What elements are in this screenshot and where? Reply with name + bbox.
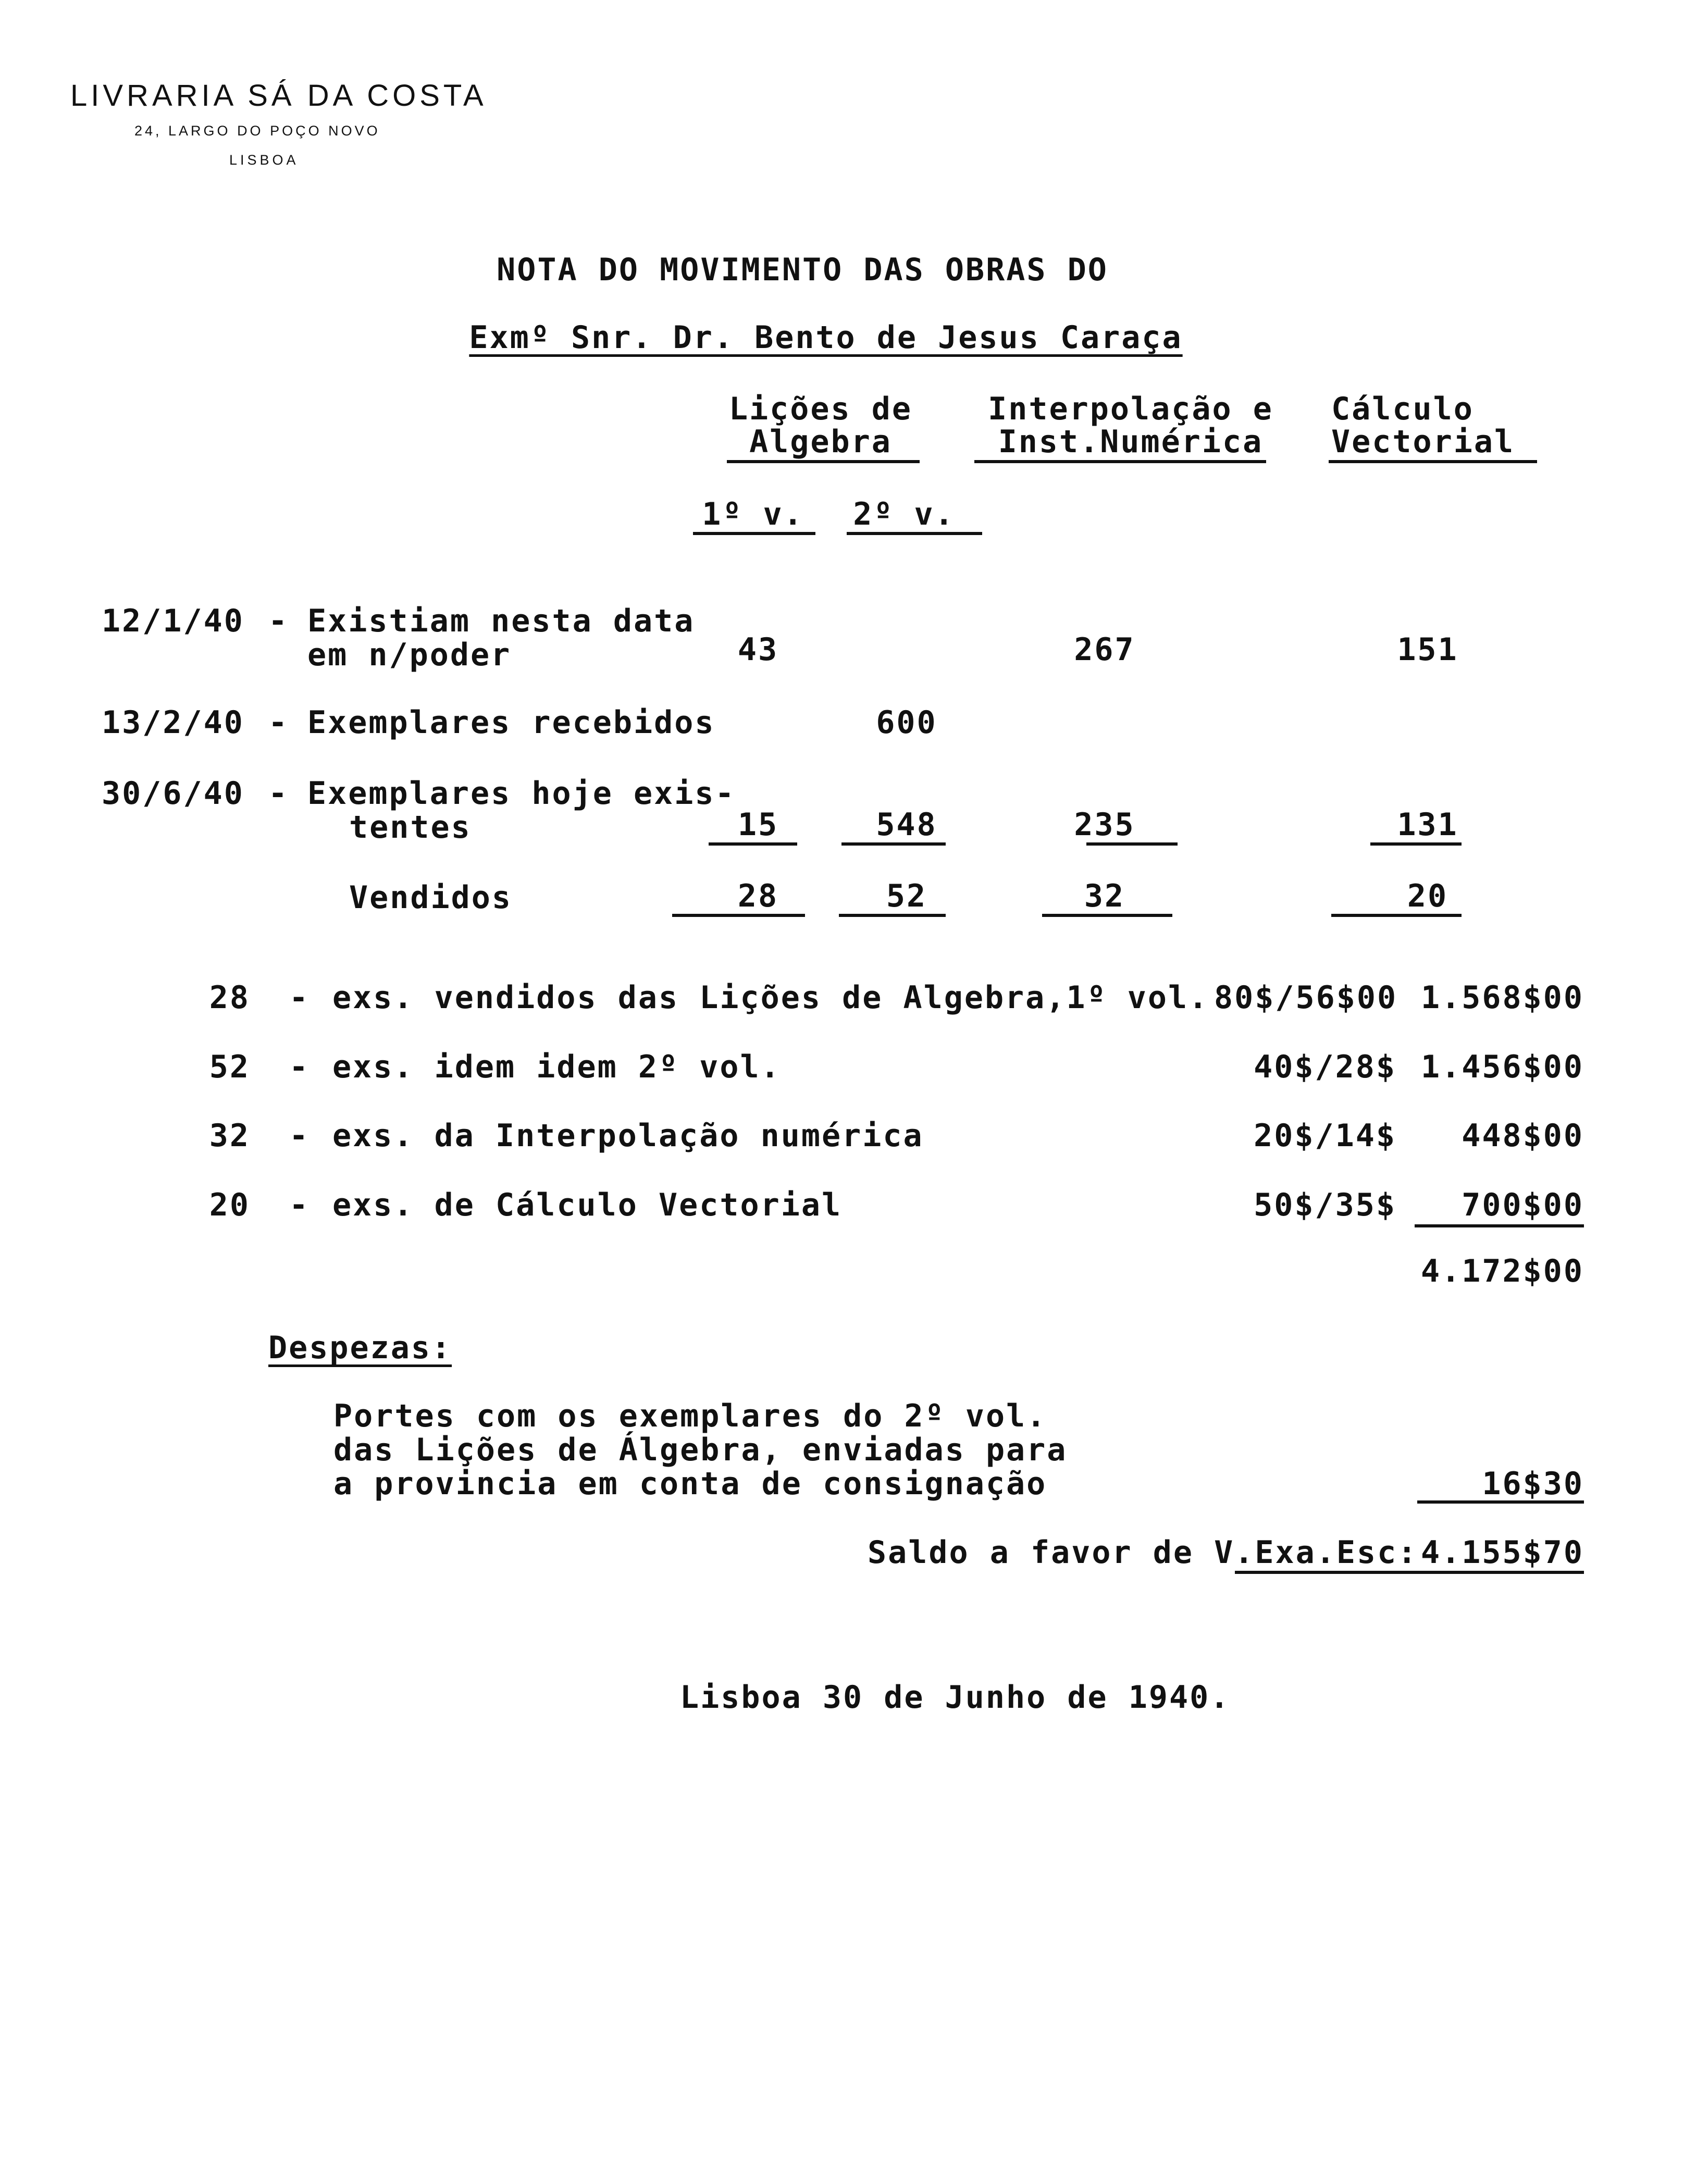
movement-dash: - <box>268 775 289 812</box>
expense-amount: 16$30 <box>1482 1466 1584 1502</box>
addressee: Exmº Snr. Dr. Bento de Jesus Caraça <box>469 319 1183 356</box>
letterhead-city: LISBOA <box>229 152 299 168</box>
sale-amount: 1.456$00 <box>1421 1049 1584 1085</box>
sale-qty: 32 <box>209 1118 250 1154</box>
sale-qty: 52 <box>209 1049 250 1085</box>
closing-date: Lisboa 30 de Junho de 1940. <box>680 1679 1231 1716</box>
sale-dash: - <box>289 979 310 1016</box>
movement-interp-value: 235 <box>1074 806 1135 843</box>
sale-amount: 448$00 <box>1462 1118 1584 1154</box>
movement-desc-line2: em n/poder <box>307 637 512 673</box>
sales-subtotal: 4.172$00 <box>1421 1253 1584 1289</box>
movement-date: 30/6/40 <box>102 775 244 812</box>
sold-calc-value: 20 <box>1407 878 1448 914</box>
movement-dash: - <box>268 603 289 639</box>
sale-desc: exs. idem idem 2º vol. <box>332 1049 781 1085</box>
sale-desc: exs. de Cálculo Vectorial <box>332 1187 843 1223</box>
movement-date: 13/2/40 <box>102 704 244 741</box>
movement-interp-value: 267 <box>1074 631 1135 668</box>
movement-calc-value: 131 <box>1397 806 1458 843</box>
document-title: NOTA DO MOVIMENTO DAS OBRAS DO <box>497 252 1108 288</box>
header-vol1-rule <box>693 532 815 535</box>
sold-vol1-rule <box>672 914 805 917</box>
header-licoes-rule <box>727 460 920 463</box>
interp-total-rule <box>1086 842 1178 846</box>
header-interp-line2: Inst.Numérica <box>998 424 1264 460</box>
vol1-total-rule <box>709 842 797 846</box>
sale-dash: - <box>289 1118 310 1154</box>
sales-total-rule <box>1415 1224 1584 1227</box>
header-calc-line1: Cálculo <box>1331 391 1474 427</box>
movement-desc-line1: Existiam nesta data <box>307 603 695 639</box>
sale-dash: - <box>289 1049 310 1085</box>
sold-calc-rule <box>1331 914 1462 917</box>
letterhead-address: 24, LARGO DO POÇO NOVO <box>134 123 380 139</box>
header-vol1: 1º v. <box>702 496 804 532</box>
balance-amount: 4.155$70 <box>1421 1534 1584 1571</box>
sale-price: 80$/56$00 <box>1214 979 1398 1016</box>
header-licoes-line1: Lições de <box>728 391 913 427</box>
expense-line: Portes com os exemplares do 2º vol. <box>333 1398 1047 1434</box>
calc-total-rule <box>1370 842 1462 846</box>
movement-vol2-value: 548 <box>876 806 937 843</box>
header-interp-line1: Interpolação e <box>988 391 1273 427</box>
sale-price: 20$/14$ <box>1254 1118 1396 1154</box>
movement-vol1-value: 43 <box>737 631 779 668</box>
sale-price: 40$/28$ <box>1254 1049 1396 1085</box>
movement-desc-line1: Exemplares hoje exis- <box>307 775 736 812</box>
movement-vol1-value: 15 <box>737 806 779 843</box>
sold-vol2-rule <box>839 914 946 917</box>
balance-label: Saldo a favor de V.Exa.Esc: <box>868 1534 1418 1571</box>
sale-dash: - <box>289 1187 310 1223</box>
movement-vol2-value: 600 <box>876 704 937 741</box>
header-calc-line2: Vectorial <box>1331 424 1515 460</box>
header-licoes-line2: Algebra <box>749 424 892 460</box>
sale-qty: 20 <box>209 1187 250 1223</box>
sold-vol1-value: 28 <box>737 878 779 914</box>
sale-amount: 700$00 <box>1462 1187 1584 1223</box>
movement-calc-value: 151 <box>1397 631 1458 668</box>
vol2-total-rule <box>841 842 946 846</box>
header-calc-rule <box>1329 460 1537 463</box>
movement-date: 12/1/40 <box>102 603 244 639</box>
sold-label: Vendidos <box>349 879 512 916</box>
header-vol2: 2º v. <box>853 496 955 532</box>
sale-amount: 1.568$00 <box>1421 979 1584 1016</box>
expense-line: a provincia em conta de consignação <box>333 1466 1047 1502</box>
movement-dash: - <box>268 704 289 741</box>
expense-line: das Lições de Álgebra, enviadas para <box>333 1432 1068 1468</box>
sale-price: 50$/35$ <box>1254 1187 1396 1223</box>
movement-desc-line2: tentes <box>349 809 472 846</box>
letterhead-name: LIVRARIA SÁ DA COSTA <box>70 79 487 113</box>
expenses-heading: Despezas: <box>268 1330 452 1366</box>
balance-rule <box>1235 1571 1584 1574</box>
movement-desc-line1: Exemplares recebidos <box>307 704 715 741</box>
sold-interp-rule <box>1042 914 1172 917</box>
header-interp-rule <box>974 460 1266 463</box>
sold-vol2-value: 52 <box>886 878 927 914</box>
sale-qty: 28 <box>209 979 250 1016</box>
sale-desc: exs. da Interpolação numérica <box>332 1118 924 1154</box>
sale-desc: exs. vendidos das Lições de Algebra,1º vol. <box>332 979 1209 1016</box>
header-vol2-rule <box>847 532 982 535</box>
sold-interp-value: 32 <box>1084 878 1125 914</box>
expense-amount-rule <box>1417 1500 1584 1504</box>
